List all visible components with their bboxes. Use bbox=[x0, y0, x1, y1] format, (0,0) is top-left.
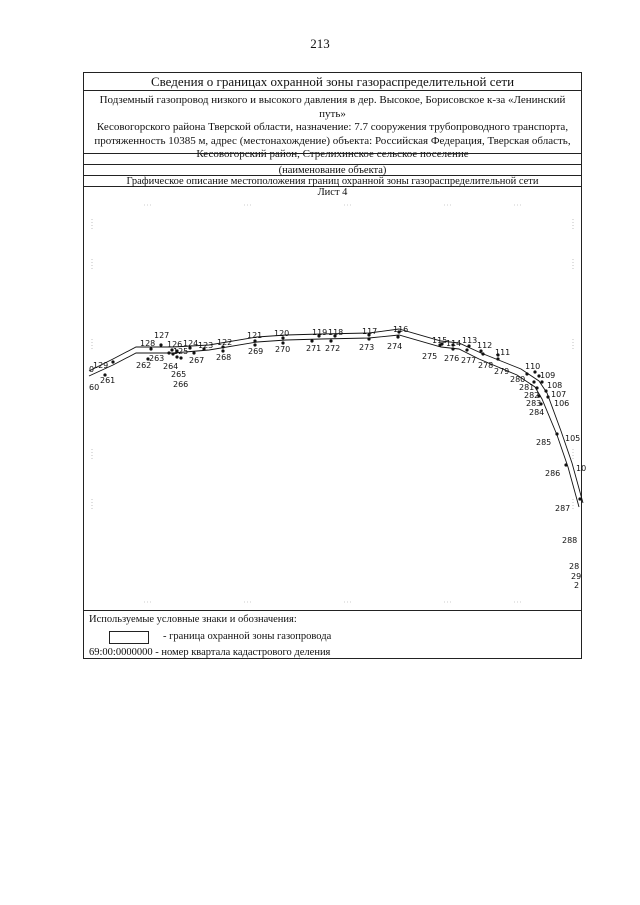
boundary-point-label: 271 bbox=[306, 344, 322, 353]
boundary-point-marker bbox=[564, 463, 567, 466]
boundary-point-marker bbox=[540, 380, 543, 383]
boundary-point-label: 279 bbox=[494, 367, 510, 376]
boundary-point-label: 268 bbox=[216, 353, 232, 362]
boundary-point-label: 281 bbox=[519, 383, 535, 392]
boundary-point-label: 115 bbox=[432, 336, 448, 345]
boundary-point-label: 272 bbox=[325, 344, 341, 353]
boundary-point-label: 266 bbox=[173, 380, 189, 389]
boundary-point-labels bbox=[89, 325, 586, 590]
boundary-point-label: 29 bbox=[571, 572, 582, 581]
boundary-point-label: 113 bbox=[462, 336, 478, 345]
boundary-point-label: 273 bbox=[359, 343, 375, 352]
boundary-point-label: 119 bbox=[312, 328, 328, 337]
boundary-point-label: 109 bbox=[540, 371, 556, 380]
map-frame-ticks bbox=[92, 205, 573, 602]
boundary-point-label: 120 bbox=[274, 329, 290, 338]
boundary-point-label: 124 bbox=[183, 339, 199, 348]
boundary-point-marker bbox=[159, 343, 162, 346]
boundary-point-label: 269 bbox=[248, 347, 264, 356]
boundary-point-label: 129 bbox=[93, 361, 109, 370]
description-line: Подземный газопровод низкого и высокого давления в дер. Высокое, Борисовское к-за «Ленинский путь» bbox=[99, 94, 566, 120]
boundary-point-label: 123 bbox=[198, 341, 214, 350]
boundary-point-label: 121 bbox=[247, 331, 263, 340]
boundary-point-label: 263 bbox=[149, 354, 165, 363]
boundary-point-label: 126 bbox=[167, 340, 183, 349]
description-line: Кесовогорский район, Стрелихинское сельское поселение bbox=[196, 148, 469, 160]
description-line: протяженность 10385 м, адрес (местонахождение) объекта: Российская Федерация, Тверская область, bbox=[94, 134, 571, 147]
boundary-point-marker bbox=[367, 337, 370, 340]
boundary-point-label: 111 bbox=[495, 348, 511, 357]
legend-heading: Используемые условные знаки и обозначения: bbox=[89, 614, 297, 625]
document-title: Сведения о границах охранной зоны газораспределительной сети bbox=[84, 73, 581, 91]
object-name-caption: (наименование объекта) bbox=[84, 164, 581, 176]
boundary-point-label: 117 bbox=[362, 327, 378, 336]
boundary-point-marker bbox=[496, 357, 499, 360]
boundary-point-marker bbox=[578, 497, 581, 500]
boundary-point-marker bbox=[396, 335, 399, 338]
boundary-point-label: 112 bbox=[477, 341, 493, 350]
boundary-point-label: 108 bbox=[547, 381, 563, 390]
boundary-point-label: 10 bbox=[576, 464, 587, 473]
boundary-point-label: 280 bbox=[510, 375, 526, 384]
boundary-point-label: 110 bbox=[525, 362, 541, 371]
boundary-point-label: 127 bbox=[154, 331, 170, 340]
boundary-point-label: 277 bbox=[461, 356, 477, 365]
boundary-point-label: 283 bbox=[526, 399, 542, 408]
graphic-description-title: Графическое описание местоположения границ охранной зоны газораспределительной сети bbox=[84, 175, 581, 187]
boundary-point-marker bbox=[535, 386, 538, 389]
boundary-point-label: 114 bbox=[446, 339, 462, 348]
boundary-point-marker bbox=[481, 352, 484, 355]
boundary-point-label: 116 bbox=[393, 325, 409, 334]
boundary-point-label: 267 bbox=[189, 356, 205, 365]
boundary-point-label: 106 bbox=[554, 399, 570, 408]
boundary-point-label: 264 bbox=[163, 362, 179, 371]
boundary-point-marker bbox=[555, 432, 558, 435]
boundary-point-label: 270 bbox=[275, 345, 291, 354]
boundary-point-label: 275 bbox=[422, 352, 438, 361]
boundary-point-marker bbox=[192, 351, 195, 354]
boundary-point-label: 285 bbox=[536, 438, 552, 447]
boundary-point-marker bbox=[525, 372, 528, 375]
boundary-point-label: 128 bbox=[140, 339, 156, 348]
boundary-point-label: 274 bbox=[387, 342, 403, 351]
boundary-symbol-icon bbox=[109, 631, 149, 644]
boundary-point-label: 282 bbox=[524, 391, 540, 400]
boundary-point-label: 0 bbox=[89, 365, 95, 374]
legend-item-cadastral-text: - номер квартала кадастрового деления bbox=[155, 647, 331, 658]
boundary-point-label: 118 bbox=[328, 328, 344, 337]
boundary-point-marker bbox=[465, 348, 468, 351]
boundary-point-label: 60 bbox=[89, 383, 100, 392]
boundary-point-label: 122 bbox=[217, 338, 233, 347]
boundary-point-label: 262 bbox=[136, 361, 152, 370]
boundary-point-label: 105 bbox=[565, 434, 581, 443]
boundary-point-label: 276 bbox=[444, 354, 460, 363]
boundary-point-marker bbox=[329, 339, 332, 342]
description-line: Кесовогорского района Тверской области, назначение: 7.7 сооружения трубопроводного транспорта, bbox=[96, 121, 569, 133]
boundary-point-label: 2 bbox=[574, 581, 580, 590]
boundary-point-label: 288 bbox=[562, 536, 578, 545]
boundary-point-label: 284 bbox=[529, 408, 545, 417]
boundary-point-label: 28 bbox=[569, 562, 580, 571]
boundary-point-label: 286 bbox=[545, 469, 561, 478]
document-frame bbox=[83, 72, 587, 659]
boundary-point-label: 278 bbox=[478, 361, 494, 370]
legend bbox=[84, 610, 581, 660]
boundary-point-label: 287 bbox=[555, 504, 571, 513]
boundary-point-label: 125 bbox=[173, 347, 189, 356]
sheet-label: Лист 4 bbox=[317, 187, 348, 198]
boundary-point-label: 107 bbox=[551, 390, 567, 399]
boundary-point-marker bbox=[167, 351, 170, 354]
legend-item-cadastral bbox=[89, 647, 330, 658]
boundary-point-label: 261 bbox=[100, 376, 116, 385]
boundary-point-marker bbox=[111, 360, 114, 363]
boundary-point-marker bbox=[310, 339, 313, 342]
boundary-point-marker bbox=[179, 356, 182, 359]
boundary-map bbox=[84, 199, 587, 610]
object-description bbox=[84, 92, 581, 160]
boundary-point-marker bbox=[546, 395, 549, 398]
page-number: 213 bbox=[310, 36, 330, 51]
boundary-point-label: 265 bbox=[171, 370, 187, 379]
legend-item-boundary-text: - граница охранной зоны газопровода bbox=[163, 631, 332, 642]
cadastral-code: 69:00:0000000 bbox=[89, 647, 153, 658]
